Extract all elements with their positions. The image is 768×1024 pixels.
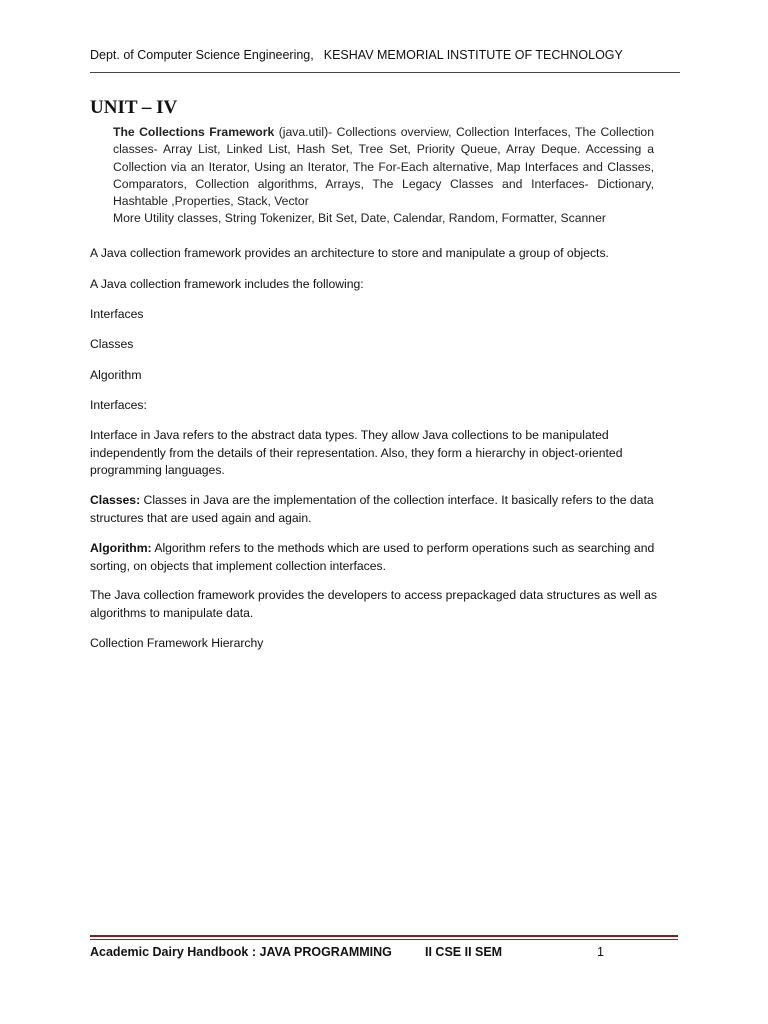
syllabus-body: (java.util)- Collections overview, Collection Interfaces, The Collection classes- Array List, Linked List, Hash Set, Tree Set, Priority Queue, Array Deque. Accessing a Collection via an Iterator, Using an Iterator, The For-Each alternative, Map Interfaces and Classes, Comparators, Collection algorithms, Arrays, The Legacy Classes and Interfaces- Dictionary, Hashtable ,Properties, Stack, Vector	[113, 125, 654, 209]
includes-paragraph: A Java collection framework includes the following:	[90, 277, 364, 291]
page-header	[90, 48, 623, 62]
footer-divider-thick	[90, 935, 678, 937]
list-item-interfaces: Interfaces	[90, 307, 144, 321]
page-footer	[90, 945, 680, 959]
header-divider	[90, 72, 680, 73]
intro-paragraph: A Java collection framework provides an architecture to store and manipulate a group of objects.	[90, 246, 609, 260]
interfaces-heading: Interfaces:	[90, 398, 147, 412]
hierarchy-heading: Collection Framework Hierarchy	[90, 636, 264, 650]
syllabus-paragraph	[113, 124, 654, 210]
unit-title: UNIT – IV	[90, 97, 178, 118]
summary-paragraph: The Java collection framework provides the developers to access prepackaged data structures as well as algorithms to manipulate data.	[90, 588, 658, 620]
page-number: 1	[597, 945, 604, 959]
interfaces-paragraph: Interface in Java refers to the abstract data types. They allow Java collections to be manipulated independently from the details of their representation. Also, they form a hierarchy in object-oriented programming languages.	[90, 428, 623, 477]
header-department: Dept. of Computer Science Engineering,	[90, 48, 314, 62]
list-item-algorithm: Algorithm	[90, 368, 142, 382]
algorithm-paragraph	[90, 540, 682, 575]
header-institute: KESHAV MEMORIAL INSTITUTE OF TECHNOLOGY	[323, 48, 623, 62]
algorithm-text: Algorithm refers to the methods which are used to perform operations such as searching and sorting, on objects that implement collection interfaces.	[90, 541, 655, 573]
classes-text: Classes in Java are the implementation of the collection interface. It basically refers to the data structures that are used again and again.	[90, 493, 654, 525]
classes-label: Classes:	[90, 493, 141, 507]
footer-course: II CSE II SEM	[425, 945, 503, 959]
footer-divider-thin	[90, 939, 678, 940]
list-item-classes: Classes	[90, 337, 134, 351]
algorithm-label: Algorithm:	[90, 541, 152, 555]
syllabus-last-line: More Utility classes, String Tokenizer, Bit Set, Date, Calendar, Random, Formatter, Scanner	[113, 211, 606, 226]
footer-handbook: Academic Dairy Handbook : JAVA PROGRAMMING	[90, 945, 392, 959]
syllabus-lead: The Collections Framework	[113, 125, 275, 139]
classes-paragraph	[90, 492, 682, 527]
syllabus-block	[113, 124, 654, 228]
